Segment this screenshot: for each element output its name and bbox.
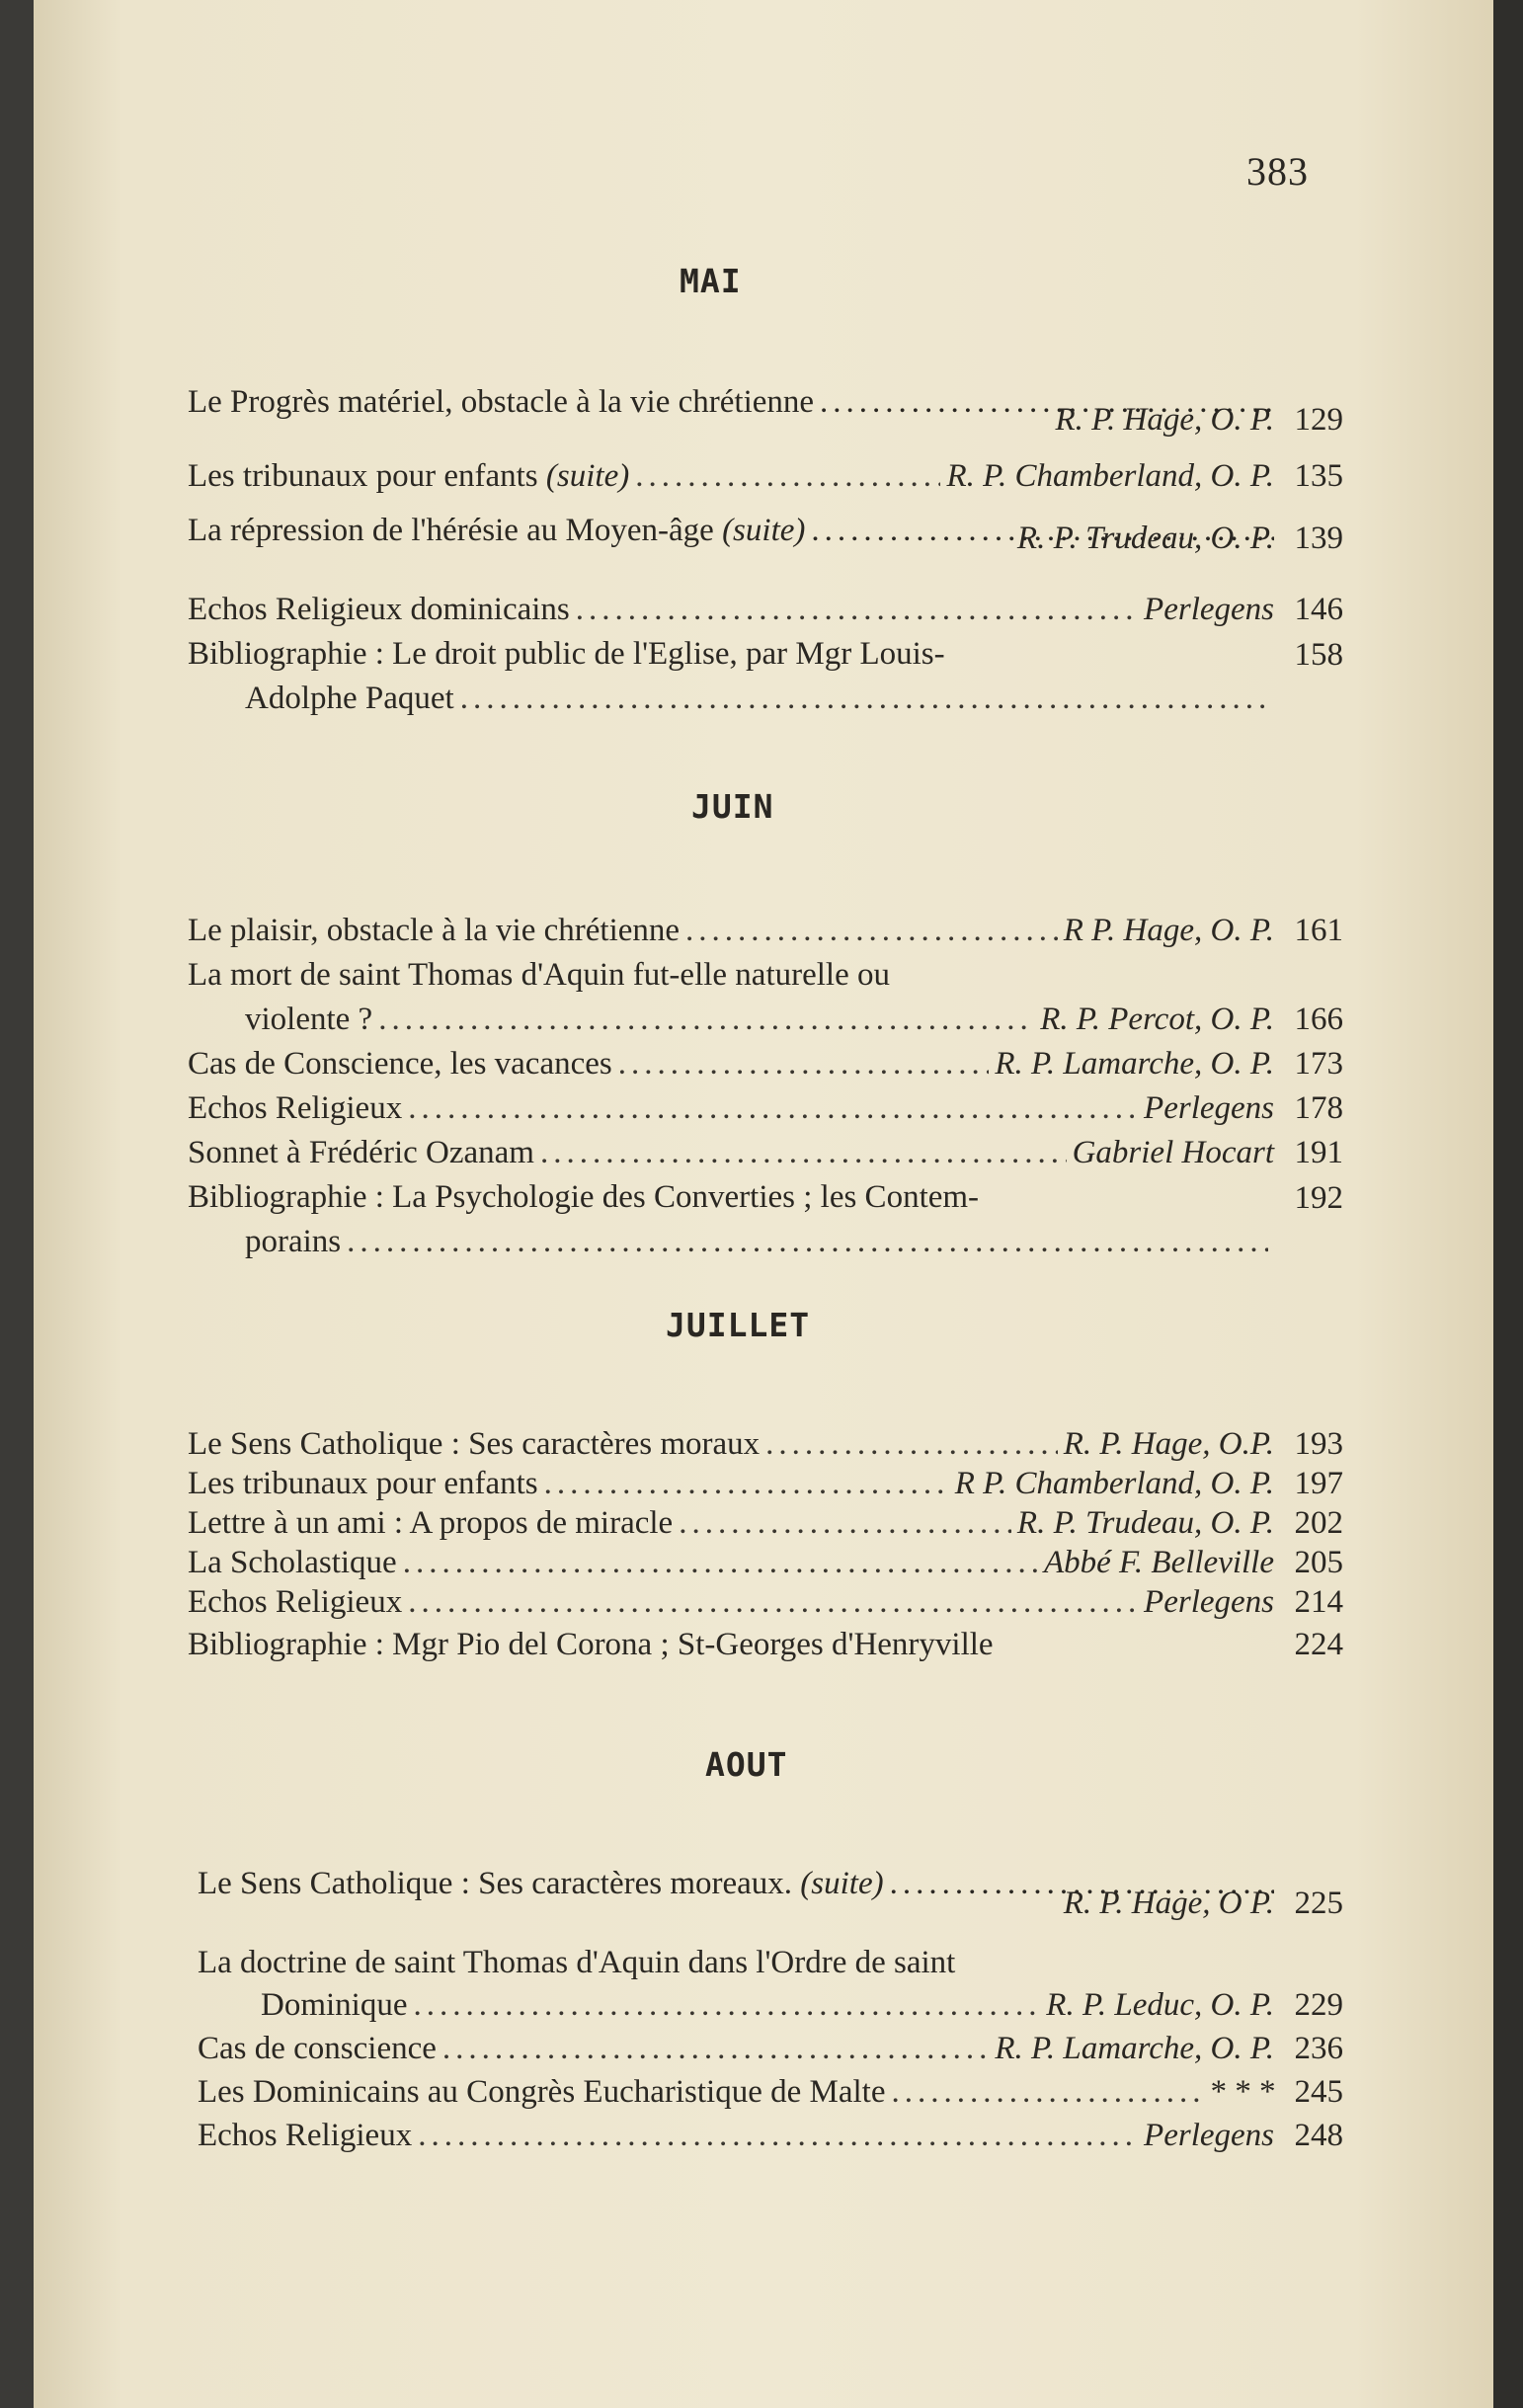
toc-entry-juillet-6 (188, 1623, 1343, 1666)
entry-title: Le Progrès matériel, obstacle à la vie chrétienne (188, 384, 815, 420)
leader-dots (544, 1462, 949, 1505)
toc-entry-aout-1-byline (188, 1882, 1343, 1925)
entry-author: R. P. Leduc, O. P. (1046, 1987, 1274, 2023)
entry-title: La doctrine de saint Thomas d'Aquin dans l'Ordre de saint (198, 1945, 956, 1980)
entry-author: R. P. Hage, O. P. (1055, 402, 1274, 438)
entry-title: Echos Religieux (188, 1090, 403, 1126)
leader-dots (618, 1042, 990, 1085)
leader-dots (540, 1131, 1067, 1174)
leader-dots (635, 454, 940, 498)
toc-entry-juin-3 (188, 1042, 1343, 1085)
toc-entry-mai-2 (188, 454, 1343, 498)
page-edge-shadow (1493, 0, 1523, 2408)
entry-author: R P. Chamberland, O. P. (954, 1466, 1274, 1501)
leader-dots (442, 2027, 989, 2070)
leader-dots (347, 1220, 1268, 1263)
entry-page: 129 (1294, 402, 1343, 438)
entry-author: Perlegens (1144, 1584, 1274, 1620)
entry-page: 229 (1294, 1987, 1343, 2023)
entry-author: R. P. Lamarche, O. P. (995, 2031, 1274, 2066)
toc-entry-mai-4 (188, 588, 1343, 631)
toc-entry-aout-2-title (198, 1941, 1274, 1984)
entry-author: Abbé F. Belleville (1043, 1545, 1274, 1580)
toc-entry-juin-2-title (188, 953, 1274, 997)
entry-author: R. P. Chamberland, O. P. (946, 458, 1274, 494)
entry-title: Le plaisir, obstacle à la vie chrétienne (188, 913, 681, 948)
entry-title: Les tribunaux pour enfants (suite) (188, 458, 630, 494)
entry-page: 248 (1294, 2118, 1343, 2153)
leader-dots (765, 1422, 1058, 1466)
entry-page: 225 (1294, 1886, 1343, 1921)
entry-page: 193 (1294, 1426, 1343, 1462)
page-number: 383 (1246, 149, 1309, 194)
entry-page: 192 (1294, 1180, 1343, 1216)
entry-author: Gabriel Hocart (1072, 1135, 1274, 1170)
toc-entry-juin-6-title (188, 1175, 1274, 1219)
toc-entry-juin-2-cont (245, 998, 1343, 1041)
entry-page: 139 (1294, 521, 1343, 556)
leader-dots (685, 909, 1058, 952)
section-heading-juin: JUIN (691, 787, 774, 826)
section-heading-aout: AOUT (705, 1745, 788, 1784)
entry-title: Sonnet à Frédéric Ozanam (188, 1135, 534, 1170)
leader-dots (679, 1501, 1011, 1545)
entry-title-continued: porains (245, 1224, 342, 1259)
leader-dots (891, 2070, 1203, 2114)
leader-dots (408, 1086, 1138, 1130)
section-heading-mai: MAI (680, 262, 742, 300)
leader-dots (418, 2114, 1138, 2157)
book-page (34, 0, 1501, 2408)
entry-page: 158 (1294, 637, 1343, 673)
entry-title: Cas de Conscience, les vacances (188, 1046, 612, 1082)
entry-page: 161 (1294, 913, 1343, 948)
entry-page: 191 (1294, 1135, 1343, 1170)
toc-entry-juillet-4 (188, 1541, 1343, 1584)
leader-dots (413, 1983, 1040, 2027)
entry-title: Les Dominicains au Congrès Eucharistique de Malte (198, 2074, 886, 2110)
entry-title: Echos Religieux (188, 1584, 403, 1620)
toc-entry-mai-5-title (188, 632, 1274, 676)
toc-entry-mai-3-byline (188, 517, 1343, 560)
entry-title-continued: Dominique (261, 1987, 408, 2023)
toc-entry-aout-5 (198, 2114, 1343, 2157)
entry-page: 146 (1294, 592, 1343, 627)
toc-entry-juillet-2 (188, 1462, 1343, 1505)
entry-title: Lettre à un ami : A propos de miracle (188, 1505, 674, 1541)
toc-entry-juillet-5 (188, 1580, 1343, 1624)
entry-title: Le Sens Catholique : Ses caractères moreaux. (suite) (198, 1866, 884, 1901)
entry-page: 166 (1294, 1002, 1343, 1037)
entry-author: R. P. Trudeau, O. P. (1016, 521, 1274, 556)
entry-title: Le Sens Catholique : Ses caractères moraux (188, 1426, 761, 1462)
entry-page: 197 (1294, 1466, 1343, 1501)
leader-dots (576, 588, 1138, 631)
entry-page: 214 (1294, 1584, 1343, 1620)
entry-page: 205 (1294, 1545, 1343, 1580)
entry-title: Echos Religieux dominicains (188, 592, 570, 627)
toc-entry-juillet-3 (188, 1501, 1343, 1545)
entry-author: R. P. Hage, O.P. (1063, 1426, 1274, 1462)
entry-page: 202 (1294, 1505, 1343, 1541)
entry-author: Perlegens (1144, 592, 1274, 627)
leader-dots (408, 1580, 1138, 1624)
entry-author: R. P. Trudeau, O. P. (1016, 1505, 1274, 1541)
entry-page: 245 (1294, 2074, 1343, 2110)
leader-dots (403, 1541, 1038, 1584)
entry-author: R P. Hage, O. P. (1063, 913, 1274, 948)
entry-page: 135 (1294, 458, 1343, 494)
entry-author: Perlegens (1144, 1090, 1274, 1126)
entry-title: Bibliographie : Mgr Pio del Corona ; St-Georges d'Henryville (188, 1627, 994, 1662)
toc-entry-mai-1-byline (188, 398, 1343, 441)
leader-dots (378, 998, 1034, 1041)
entry-title: Cas de conscience (198, 2031, 437, 2066)
entry-author: R. P. Lamarche, O. P. (995, 1046, 1274, 1082)
entry-page: 236 (1294, 2031, 1343, 2066)
entry-author: * * * (1209, 2074, 1274, 2110)
toc-entry-juin-1 (188, 909, 1343, 952)
entry-author: R. P. Percot, O. P. (1040, 1002, 1274, 1037)
entry-title: Bibliographie : Le droit public de l'Eglise, par Mgr Louis- (188, 636, 945, 672)
toc-entry-aout-3 (198, 2027, 1343, 2070)
entry-page: 224 (1294, 1627, 1343, 1662)
entry-author: Perlegens (1144, 2118, 1274, 2153)
entry-title: La mort de saint Thomas d'Aquin fut-elle naturelle ou (188, 957, 890, 993)
toc-entry-juillet-1 (188, 1422, 1343, 1466)
entry-page: 173 (1294, 1046, 1343, 1082)
section-heading-juillet: JUILLET (666, 1306, 811, 1344)
entry-title-continued: violente ? (245, 1002, 373, 1037)
entry-title-continued: Adolphe Paquet (245, 681, 454, 716)
toc-entry-aout-4 (198, 2070, 1343, 2114)
toc-entry-juin-4 (188, 1086, 1343, 1130)
entry-title: Bibliographie : La Psychologie des Converties ; les Contem- (188, 1179, 980, 1215)
entry-title: La répression de l'hérésie au Moyen-âge (suite) (188, 513, 806, 548)
entry-title: La Scholastique (188, 1545, 397, 1580)
entry-author: R. P. Hage, O P. (1063, 1886, 1274, 1921)
entry-title: Les tribunaux pour enfants (188, 1466, 538, 1501)
toc-entry-juin-5 (188, 1131, 1343, 1174)
leader-dots (460, 677, 1268, 720)
toc-entry-aout-2-cont (261, 1983, 1343, 2027)
entry-page: 178 (1294, 1090, 1343, 1126)
entry-title: Echos Religieux (198, 2118, 413, 2153)
